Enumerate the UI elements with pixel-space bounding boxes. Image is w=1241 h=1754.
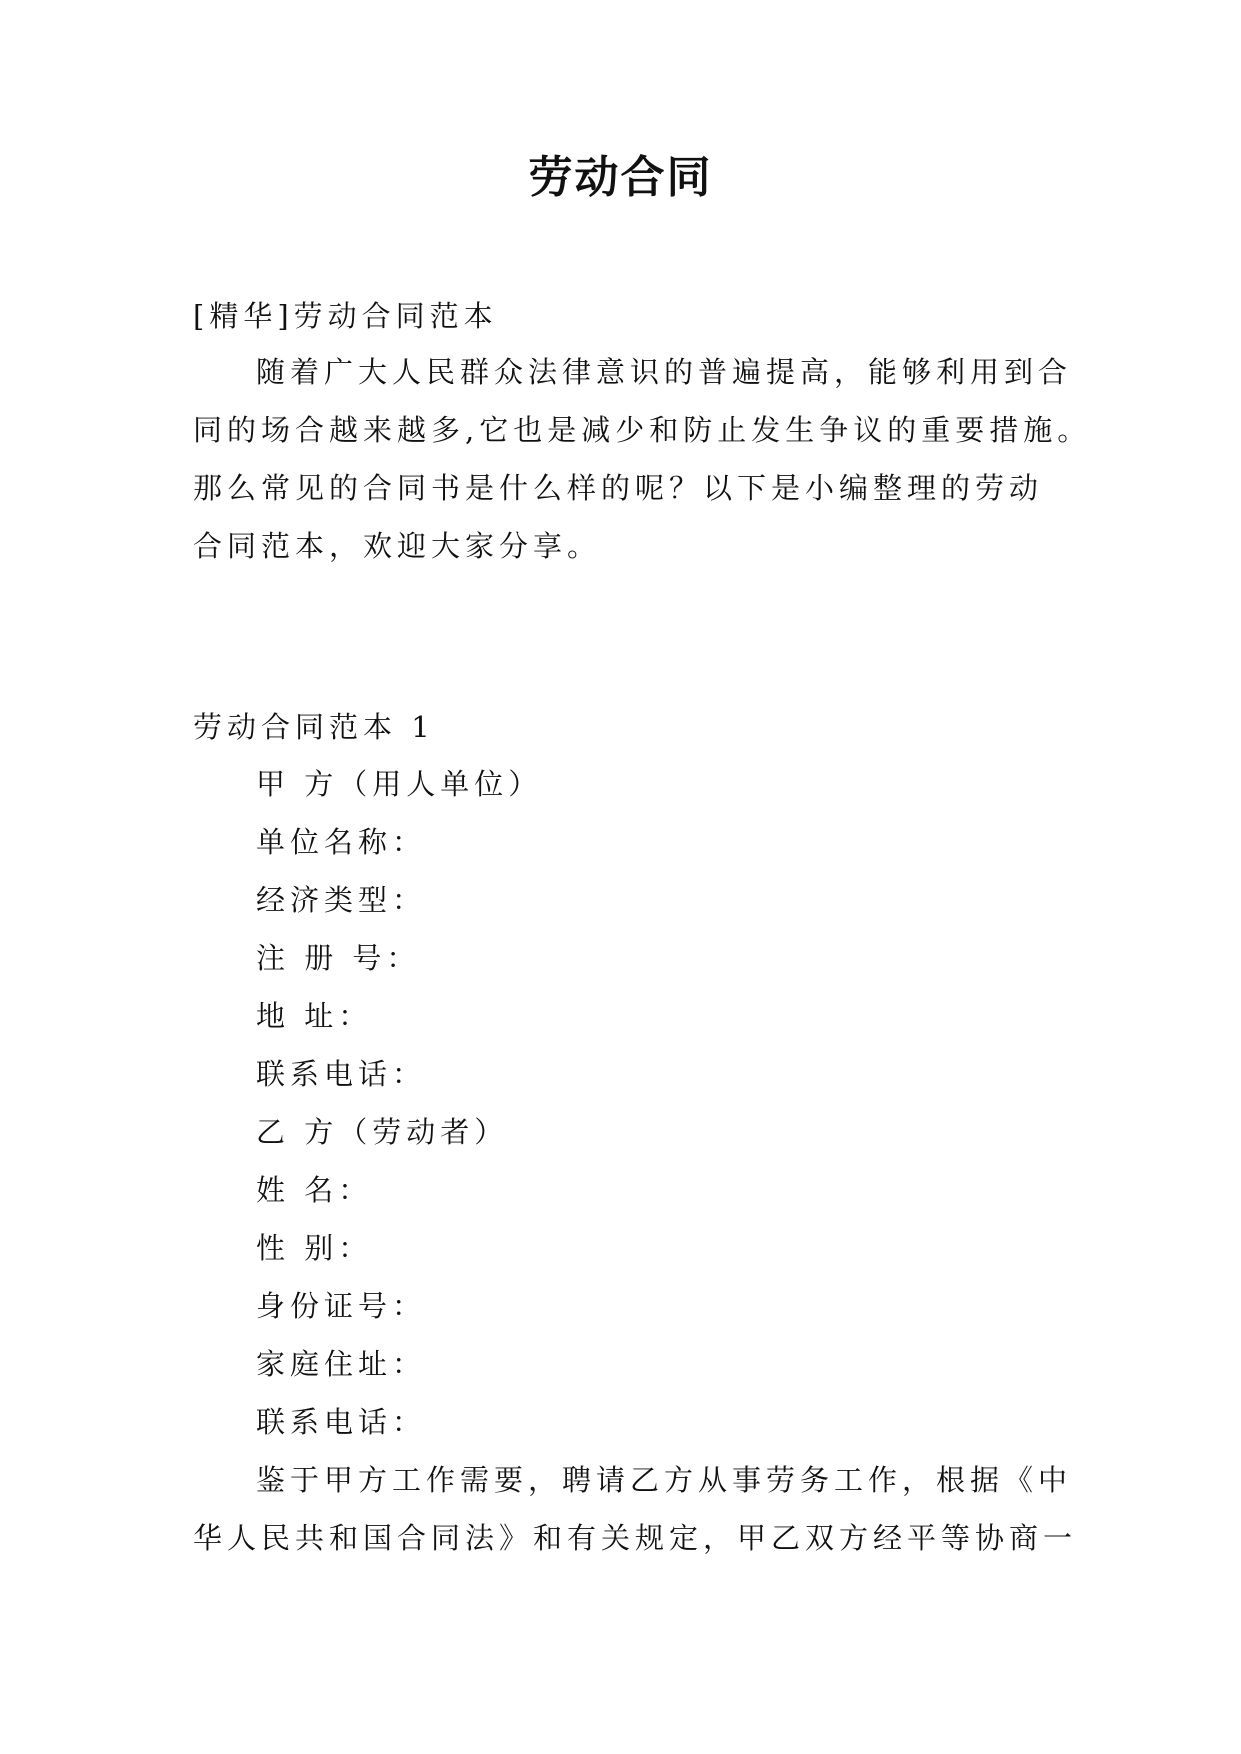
intro-line: 同的场合越来越多,它也是减少和防止发生争议的重要措施。 xyxy=(193,413,1092,447)
party-a-heading: 甲 方（用人单位） xyxy=(256,767,543,801)
party-b-field: 性 别： xyxy=(256,1231,373,1265)
party-a-field: 单位名称： xyxy=(256,825,427,859)
party-b-field: 联系电话： xyxy=(256,1405,427,1439)
intro-line: 那么常见的合同书是什么样的呢？以下是小编整理的劳动 xyxy=(193,471,1044,505)
closing-line: 华人民共和国合同法》和有关规定，甲乙双方经平等协商一 xyxy=(193,1521,1078,1555)
party-b-field: 家庭住址： xyxy=(256,1347,427,1381)
section-title: 劳动合同范本 1 xyxy=(193,710,435,744)
intro-line: 合同范本，欢迎大家分享。 xyxy=(193,529,602,563)
party-b-field: 姓 名： xyxy=(256,1173,373,1207)
intro-line: 随着广大人民群众法律意识的普遍提高，能够利用到合 xyxy=(256,355,1073,389)
party-a-field: 注 册 号： xyxy=(256,941,421,975)
closing-line: 鉴于甲方工作需要，聘请乙方从事劳务工作，根据《中 xyxy=(256,1463,1073,1497)
party-a-field: 地 址： xyxy=(256,999,373,1033)
party-a-field: 联系电话： xyxy=(256,1057,427,1091)
party-a-field: 经济类型： xyxy=(256,883,427,917)
document-title: 劳动合同 xyxy=(528,152,713,203)
party-b-field: 身份证号： xyxy=(256,1289,427,1323)
party-b-heading: 乙 方（劳动者） xyxy=(256,1115,509,1149)
document-subtitle: [精华]劳动合同范本 xyxy=(193,299,498,333)
